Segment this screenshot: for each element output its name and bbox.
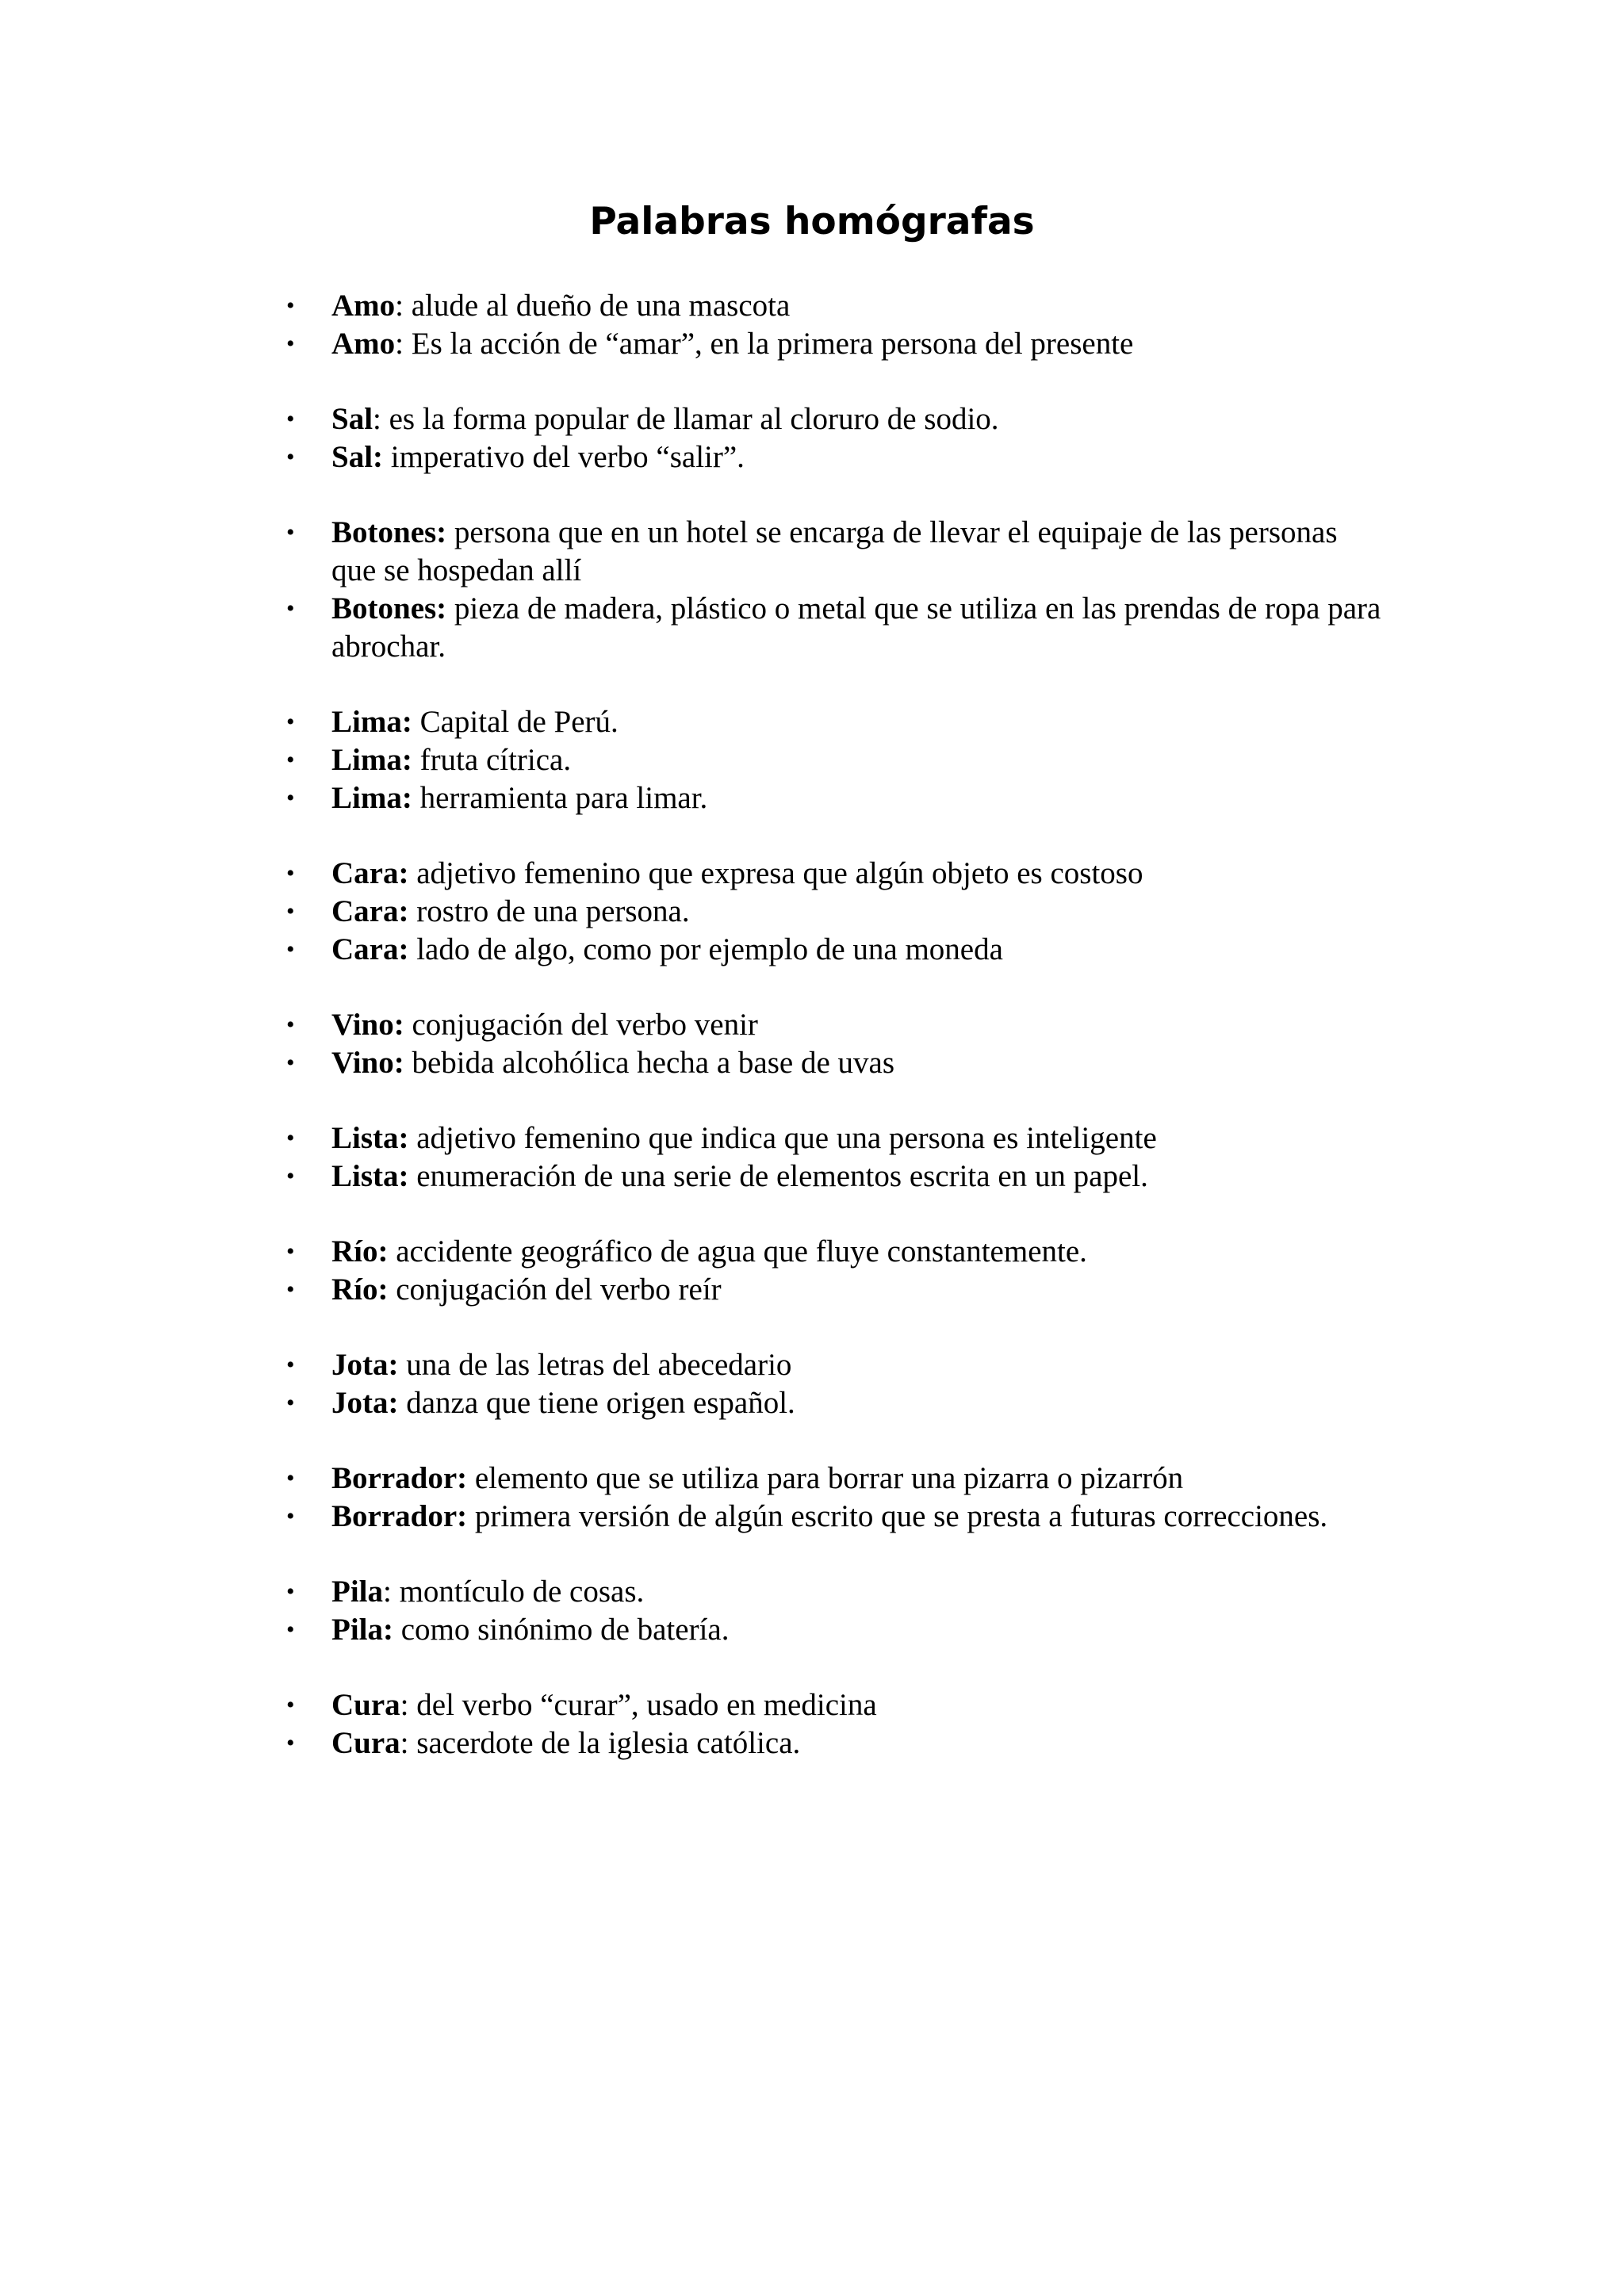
bullet-icon: • (286, 709, 295, 735)
definition-text: imperativo del verbo “salir”. (390, 440, 745, 474)
term-separator (412, 705, 420, 739)
list-item (0, 741, 1386, 779)
bullet-icon: • (286, 1730, 295, 1756)
bullet-icon: • (286, 1352, 295, 1378)
list-item (0, 1119, 1386, 1158)
definition-text: es la forma popular de llamar al cloruro de sodio. (389, 402, 999, 436)
word-group (0, 1006, 1624, 1082)
bullet-icon: • (286, 860, 295, 886)
term-label: Borrador: (331, 1499, 468, 1533)
definition-text: persona que en un hotel se encarga de llevar el equipaje de las personas que se hospedan allí (331, 515, 1338, 587)
term-separator (393, 1613, 401, 1647)
bullet-icon: • (286, 1503, 295, 1529)
term-label: Sal (331, 402, 373, 436)
definition-text: danza que tiene origen español. (406, 1386, 795, 1420)
bullet-icon: • (286, 898, 295, 924)
definition-text: accidente geográfico de agua que fluye constantemente. (396, 1234, 1087, 1269)
term-label: Lima: (331, 705, 412, 739)
definition-text: elemento que se utiliza para borrar una pizarra o pizarrón (474, 1461, 1184, 1495)
bullet-icon: • (286, 1617, 295, 1643)
bullet-icon: • (286, 1465, 295, 1491)
word-group (0, 703, 1624, 817)
term-label: Jota: (331, 1348, 399, 1382)
term-label: Pila (331, 1575, 383, 1609)
term-separator (408, 894, 416, 928)
definition-text: conjugación del verbo reír (396, 1272, 722, 1307)
term-separator: : (383, 1575, 400, 1609)
list-item (0, 1006, 1386, 1044)
term-label: Vino: (331, 1008, 404, 1042)
definition-text: montículo de cosas. (399, 1575, 645, 1609)
definition-text: del verbo “curar”, usado en medicina (416, 1688, 877, 1722)
list-item (0, 1460, 1386, 1498)
term-label: Botones: (331, 591, 447, 626)
term-separator: : (400, 1726, 417, 1760)
word-group (0, 1573, 1624, 1649)
bullet-icon: • (286, 747, 295, 773)
bullet-icon: • (286, 595, 295, 622)
term-separator (446, 515, 454, 549)
bullet-icon: • (286, 1238, 295, 1265)
term-separator (398, 1386, 406, 1420)
term-label: Cura (331, 1688, 400, 1722)
definition-text: alude al dueño de una mascota (411, 289, 791, 323)
list-item (0, 325, 1386, 363)
list-item (0, 1686, 1386, 1724)
term-label: Lima: (331, 781, 412, 815)
term-label: Pila: (331, 1613, 393, 1647)
definition-text: pieza de madera, plástico o metal que se utiliza en las prendas de ropa para abrochar. (331, 591, 1381, 664)
term-separator: : (395, 289, 412, 323)
list-item (0, 287, 1386, 325)
term-label: Río: (331, 1234, 389, 1269)
list-item (0, 1498, 1386, 1536)
word-group (0, 855, 1624, 969)
definition-text: adjetivo femenino que indica que una persona es inteligente (416, 1121, 1157, 1155)
list-item (0, 893, 1386, 931)
list-item (0, 1573, 1386, 1611)
list-item (0, 1233, 1386, 1271)
bullet-icon: • (286, 1125, 295, 1151)
list-item (0, 1346, 1386, 1384)
term-label: Sal: (331, 440, 384, 474)
term-separator (409, 1121, 417, 1155)
term-label: Lima: (331, 743, 412, 777)
term-separator (446, 591, 454, 626)
definition-text: bebida alcohólica hecha a base de uvas (412, 1046, 895, 1080)
term-label: Lista: (331, 1159, 409, 1193)
list-item (0, 855, 1386, 893)
bullet-icon: • (286, 331, 295, 357)
term-separator (383, 440, 391, 474)
term-label: Vino: (331, 1046, 404, 1080)
bullet-icon: • (286, 936, 295, 962)
definition-text: una de las letras del abecedario (406, 1348, 792, 1382)
term-separator: : (373, 402, 389, 436)
definition-text: fruta cítrica. (419, 743, 572, 777)
word-group (0, 1686, 1624, 1762)
term-separator (389, 1234, 396, 1269)
word-group (0, 287, 1624, 363)
definition-text: adjetivo femenino que expresa que algún objeto es costoso (416, 856, 1143, 890)
list-item (0, 1158, 1386, 1196)
list-item (0, 1724, 1386, 1762)
word-group (0, 1119, 1624, 1196)
definition-text: lado de algo, como por ejemplo de una moneda (416, 932, 1003, 966)
bullet-icon: • (286, 293, 295, 319)
definition-text: como sinónimo de batería. (400, 1613, 730, 1647)
list-item (0, 438, 1386, 476)
definition-text: rostro de una persona. (416, 894, 690, 928)
term-label: Borrador: (331, 1461, 468, 1495)
term-label: Botones: (331, 515, 447, 549)
word-group (0, 1233, 1624, 1309)
list-item (0, 779, 1386, 817)
term-label: Lista: (331, 1121, 409, 1155)
bullet-icon: • (286, 1390, 295, 1416)
term-label: Cara: (331, 894, 409, 928)
definition-text: sacerdote de la iglesia católica. (416, 1726, 801, 1760)
term-separator (398, 1348, 406, 1382)
list-item (0, 1611, 1386, 1649)
list-item (0, 1044, 1386, 1082)
term-separator (408, 856, 416, 890)
word-group (0, 400, 1624, 476)
term-label: Amo (331, 327, 396, 361)
list-item (0, 703, 1386, 741)
list-item (0, 400, 1386, 438)
bullet-icon: • (286, 785, 295, 811)
term-separator (389, 1272, 396, 1307)
term-separator (412, 743, 420, 777)
word-group (0, 1346, 1624, 1422)
term-label: Cara: (331, 932, 409, 966)
bullet-icon: • (286, 1050, 295, 1076)
term-separator: : (400, 1688, 417, 1722)
bullet-icon: • (286, 444, 295, 470)
bullet-icon: • (286, 1276, 295, 1303)
term-label: Cara: (331, 856, 409, 890)
list-item (0, 1271, 1386, 1309)
definition-text: enumeración de una serie de elementos escrita en un papel. (416, 1159, 1148, 1193)
term-separator (467, 1499, 475, 1533)
term-separator (408, 932, 416, 966)
list-item (0, 514, 1386, 590)
term-separator (467, 1461, 475, 1495)
definition-text: conjugación del verbo venir (412, 1008, 758, 1042)
list-item (0, 590, 1386, 666)
definition-text: primera versión de algún escrito que se presta a futuras correcciones. (474, 1499, 1328, 1533)
bullet-icon: • (286, 519, 295, 545)
list-item (0, 931, 1386, 969)
term-label: Jota: (331, 1386, 399, 1420)
bullet-icon: • (286, 1578, 295, 1605)
word-group (0, 514, 1624, 666)
term-label: Cura (331, 1726, 400, 1760)
term-separator: : (395, 327, 412, 361)
bullet-icon: • (286, 1163, 295, 1189)
word-group (0, 1460, 1624, 1536)
term-separator (409, 1159, 417, 1193)
definition-text: Capital de Perú. (419, 705, 619, 739)
definition-text: herramienta para limar. (419, 781, 708, 815)
page-title: Palabras homógrafas (589, 200, 1035, 243)
definition-text: Es la acción de “amar”, en la primera persona del presente (411, 327, 1134, 361)
bullet-icon: • (286, 1692, 295, 1718)
term-label: Río: (331, 1272, 389, 1307)
term-separator (412, 781, 420, 815)
word-list (0, 287, 1624, 1800)
list-item (0, 1384, 1386, 1422)
bullet-icon: • (286, 406, 295, 432)
bullet-icon: • (286, 1012, 295, 1038)
term-label: Amo (331, 289, 396, 323)
